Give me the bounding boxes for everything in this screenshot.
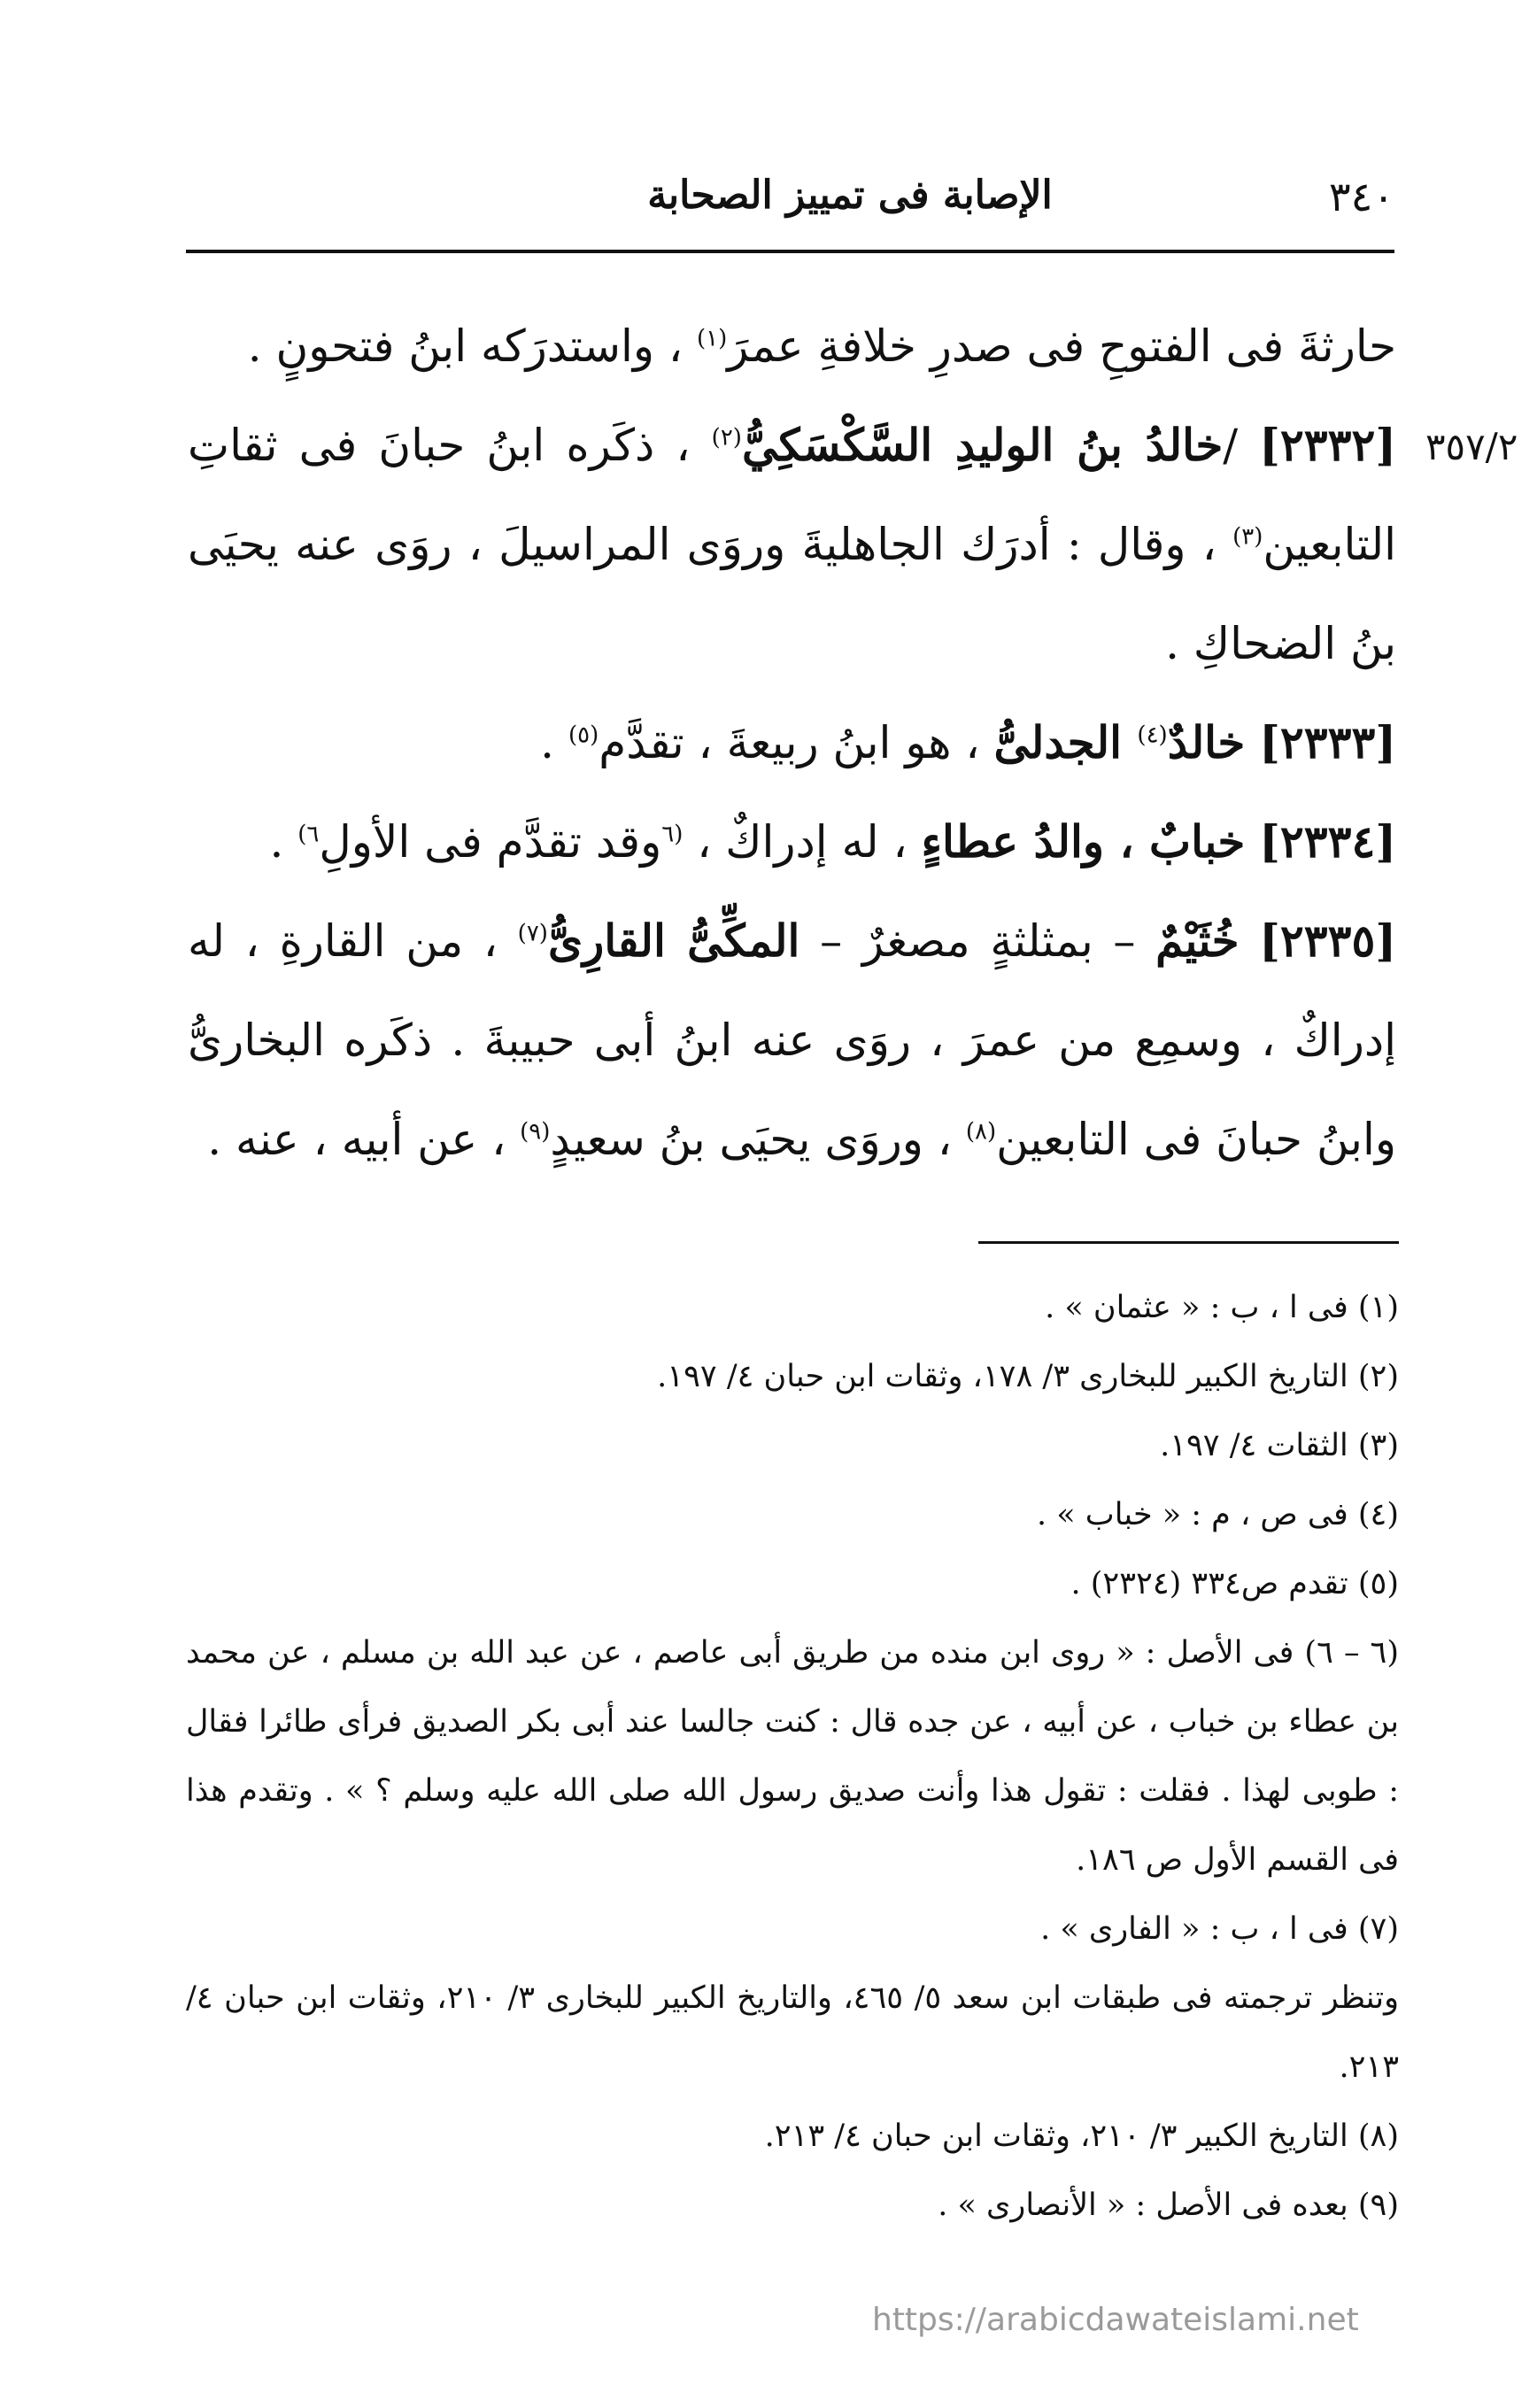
entry-number: [٢٣٣٢]: [1259, 419, 1396, 471]
margin-reference: ٣٥٧/٢: [1425, 425, 1518, 468]
page-number: ٣٤٠: [1328, 173, 1394, 220]
footnote-5: (٥) تقدم ص٣٣٤ (٢٣٢٤) .: [1070, 1566, 1399, 1601]
footnote-8: (٨) التاريخ الكبير ٣/ ٢١٠، وثقات ابن حبان ٤/ ٢١٣.: [764, 2119, 1399, 2154]
entry-text: ، ذكَره ابنُ حبانَ فى ثقاتِ التابعين: [188, 420, 1396, 570]
footnote-ref[interactable]: (٤): [1137, 722, 1168, 749]
entry-name: خالدٌ: [1167, 716, 1246, 768]
entry-text: – بمثلثةٍ مصغرٌ –: [799, 915, 1156, 967]
entry-text: .: [269, 816, 298, 868]
entry-2332: [188, 396, 1396, 693]
watermark-url: https://arabicdawateislami.net: [872, 2302, 1359, 2338]
footnote-ref[interactable]: (٣): [1232, 523, 1263, 551]
footnote-1: (١) فى ا ، ب : « عثمان » .: [1045, 1290, 1399, 1325]
entry-text: وقد تقدَّم فى الأولِ: [319, 816, 662, 868]
entry-text: ، هو ابنُ ربيعةَ ، تقدَّم: [599, 717, 994, 768]
entry-name: خالدُ بنُ الوليدِ السَّكْسَكِيُّ: [741, 419, 1224, 471]
entry-number: [٢٣٣٥]: [1259, 915, 1396, 967]
footnote-ref[interactable]: (٢): [711, 424, 742, 452]
footnote-7: (٧) فى ا ، ب : « الفارى » .: [1040, 1911, 1399, 1947]
footnote-7-continuation: وتنظر ترجمته فى طبقات ابن سعد ٥/ ٤٦٥، والتاريخ الكبير للبخارى ٣/ ٢١٠، وثقات ابن حبان ٤/ ٢١٣.: [186, 1980, 1399, 2085]
entry-number: [٢٣٣٣]: [1259, 716, 1396, 768]
footnote-ref[interactable]: (٨): [965, 1118, 997, 1146]
entry-name: الجدلىُّ: [993, 716, 1138, 768]
entry-name: المكِّىُّ القارِىُّ: [547, 915, 800, 967]
footnote-2: (٢) التاريخ الكبير للبخارى ٣/ ١٧٨، وثقات ابن حبان ٤/ ١٩٧.: [657, 1359, 1399, 1394]
entry-text: ، عن أبيه ، عنه .: [207, 1114, 521, 1165]
entry-text: .: [540, 717, 568, 768]
entry-text: ، وروَى يحيَى بنُ سعيدٍ: [550, 1114, 966, 1165]
entry-number: [٢٣٣٤]: [1259, 815, 1396, 868]
footnote-6: (٦ – ٦) فى الأصل : « روى ابن منده من طريق أبى عاصم ، عن عبد الله بن مسلم ، عن محمد بن عطاء بن خباب ، عن أبيه ، عن جده قال : كنت جالسا عند أبى بكر الصديق فرأى طائرا فقال : طوبى لهذا . فقلت : تقول هذا وأنت صديق رسول الله صلى الله عليه وسلم ؟ » . وتقدم هذا فى القسم الأول ص ١٨٦.: [186, 1635, 1399, 1878]
footnote-9: (٩) بعده فى الأصل : « الأنصارى » .: [938, 2188, 1399, 2223]
footnote-ref[interactable]: (٧): [517, 920, 548, 947]
paragraph-1: [188, 297, 1396, 396]
entry-2333: [188, 693, 1396, 792]
entry-name: خبابٌ ، والدُ عطاءٍ: [921, 815, 1246, 868]
entry-2334: [188, 792, 1396, 891]
entry-2335: [188, 891, 1396, 1189]
entry-text: ، له إدراكٌ ،: [697, 816, 922, 868]
page-mark: /: [1223, 420, 1260, 471]
footnote-ref[interactable]: (٥): [568, 722, 599, 749]
main-text: [188, 297, 1396, 1189]
text: حارثةَ فى الفتوحِ فى صدرِ خلافةِ عمرَ: [727, 320, 1396, 372]
text: ، واستدرَكه ابنُ فتحونٍ .: [247, 320, 697, 372]
footnote-divider: [978, 1241, 1399, 1244]
footnote-ref[interactable]: (٩): [520, 1118, 551, 1146]
footnote-ref[interactable]: (٦: [661, 821, 684, 848]
footnotes: [186, 1273, 1399, 2240]
footnote-ref[interactable]: (١): [696, 325, 728, 352]
footnote-ref[interactable]: ٦): [297, 821, 320, 848]
footnote-3: (٣) الثقات ٤/ ١٩٧.: [1160, 1428, 1399, 1463]
entry-text: ، وقال : أدرَك الجاهليةَ وروَى المراسيلَ ، روَى عنه يحيَى بنُ الضحاكِ .: [188, 519, 1396, 669]
footnote-4: (٤) فى ص ، م : « خباب » .: [1037, 1497, 1399, 1532]
book-title: الإصابة فى تمييز الصحابة: [647, 173, 1053, 218]
entry-text: ، من القارةِ ، له إدراكٌ ، وسمِع من عمرَ ، روَى عنه ابنُ أبى حبيبةَ . ذكَره البخارىُّ وابنُ حبانَ فى التابعين: [188, 915, 1396, 1165]
header-divider: [186, 250, 1394, 253]
page-header: [186, 173, 1394, 252]
entry-name: خُثَيْمٌ: [1155, 915, 1240, 967]
